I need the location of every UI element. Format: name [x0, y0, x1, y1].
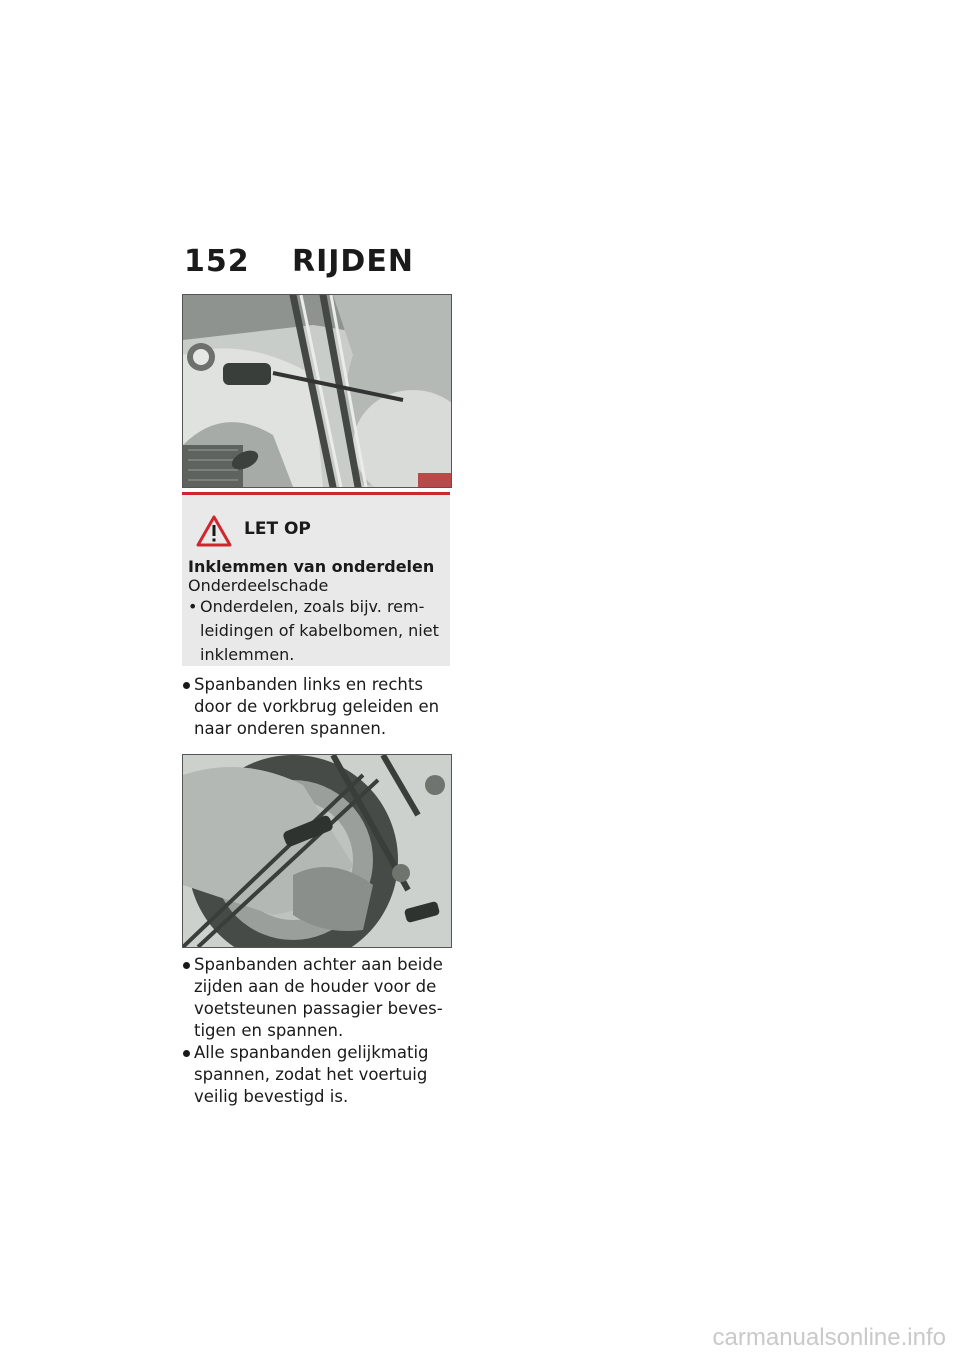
- page-number: 152: [184, 244, 250, 279]
- step-text: Spanbanden achter aan beide zijden aan de houder voor de voetsteunen passagier beves-tigen en spannen.: [194, 955, 443, 1040]
- notice-subtitle: Inklemmen van onderdelen: [188, 557, 435, 576]
- figure-fork-bridge: [182, 294, 452, 488]
- steps-list-2: [182, 954, 452, 1108]
- steps-list-1: [182, 674, 452, 740]
- notice-list: [188, 595, 446, 667]
- list-item: [182, 954, 452, 1042]
- list-item: [182, 674, 452, 740]
- page-header: [184, 244, 414, 279]
- notice-title: LET OP: [244, 519, 311, 539]
- warning-icon: [196, 515, 232, 547]
- bullet-icon: [183, 962, 190, 969]
- bullet-icon: [183, 1050, 190, 1057]
- figure-rear-footrest: [182, 754, 452, 948]
- list-item: [182, 1042, 452, 1108]
- step-text: Spanbanden links en rechts door de vorkbrug geleiden en naar onderen spannen.: [194, 675, 440, 738]
- notice-box: [182, 492, 450, 666]
- watermark: carmanualsonline.info: [712, 1324, 946, 1351]
- bullet-icon: •: [188, 597, 198, 616]
- chapter-title: RIJDEN: [292, 244, 414, 279]
- notice-item-text: Onderdelen, zoals bijv. rem-leidingen of kabelbomen, niet inklemmen.: [200, 597, 439, 664]
- list-item: [188, 595, 446, 667]
- bullet-icon: [183, 682, 190, 689]
- step-text: Alle spanbanden gelijkmatig spannen, zodat het voertuig veilig bevestigd is.: [194, 1043, 429, 1106]
- notice-text: Onderdeelschade: [188, 576, 329, 595]
